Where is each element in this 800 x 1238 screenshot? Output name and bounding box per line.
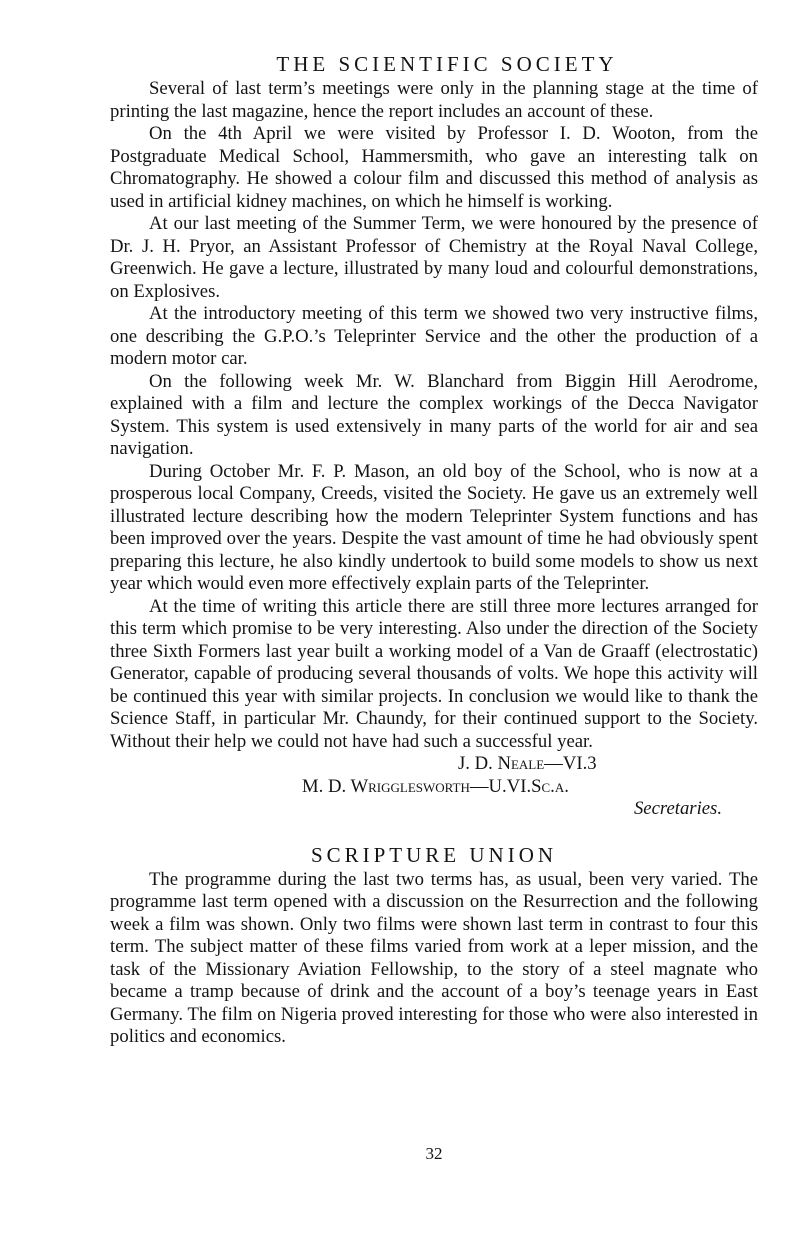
scientific-society-paragraph-4: At the introductory meeting of this term we showed two very instructive films, one describing the G.P.O.’s Teleprinter Service and the other the production of a modern motor car. xyxy=(110,303,758,369)
scientific-society-paragraph-3: At our last meeting of the Summer Term, we were honoured by the presence of Dr. J. H. Pryor, an Assistant Professor of Chemistry at the Royal Naval College, Greenwich. He gave a lecture, illustrated by many loud and colourful demonstrations, on Explosives. xyxy=(110,213,758,302)
scientific-society-paragraph-6: During October Mr. F. P. Mason, an old boy of the School, who is now at a prosperous local Company, Creeds, visited the Society. He gave us an extremely well illustrated lecture describing how the modern Teleprinter System functions and has been improved over the years. Despite the vast amount of time he had obviously spent preparing this lecture, he also kindly undertook to build some models to show us next year which would even more effectively explain parts of the Teleprinter. xyxy=(110,460,758,594)
signature-neale: J. D. Neale—VI.3 xyxy=(458,753,597,774)
scientific-society-paragraph-1: Several of last term’s meetings were only in the planning stage at the time of printing the last magazine, hence the report includes an account of these. xyxy=(110,78,758,122)
scientific-society-paragraph-2: On the 4th April we were visited by Professor I. D. Wooton, from the Postgraduate Medical School, Hammersmith, who gave an interesting talk on Chromatography. He showed a colour film and discussed this method of analysis as used in artificial kidney machines, on which he himself is working. xyxy=(110,123,758,212)
page-number: 32 xyxy=(425,1144,443,1163)
scripture-union-paragraph-1: The programme during the last two terms has, as usual, been very varied. The programme last term opened with a discussion on the Resurrection and the following week a film was shown. Only two films were shown last term in contrast to four this term. The subject matter of these films varied from work at a leper mission, and the task of the Missionary Aviation Fellowship, to the story of a steel magnate who became a tramp because of drink and the account of a boy’s teenage years in East Germany. The film on Nigeria proved interesting for those who were also interested in politics and economics. xyxy=(110,868,758,1047)
scientific-society-heading: THE SCIENTIFIC SOCIETY xyxy=(276,52,618,76)
magazine-page xyxy=(110,50,758,1163)
scientific-society-paragraph-7: At the time of writing this article there are still three more lectures arranged for this term which promise to be very interesting. Also under the direction of the Society three Sixth Formers last year built a working model of a Van de Graaff (electrostatic) Generator, capable of producing several thousands of volts. We hope this activity will be continued this year with similar projects. In conclusion we would like to thank the Science Staff, in particular Mr. Chaundy, for their continued support to the Society. Without their help we could not have had such a successful year. xyxy=(110,595,758,752)
scripture-union-heading: SCRIPTURE UNION xyxy=(310,842,558,867)
scientific-society-paragraph-5: On the following week Mr. W. Blanchard from Biggin Hill Aerodrome, explained with a film and lecture the complex workings of the Decca Navigator System. This system is used extensively in many parts of the world for air and sea navigation. xyxy=(110,370,758,459)
signature-role: Secretaries. xyxy=(633,798,722,819)
signature-wrigglesworth: M. D. Wrigglesworth—U.VI.Sc.a. xyxy=(302,775,569,797)
